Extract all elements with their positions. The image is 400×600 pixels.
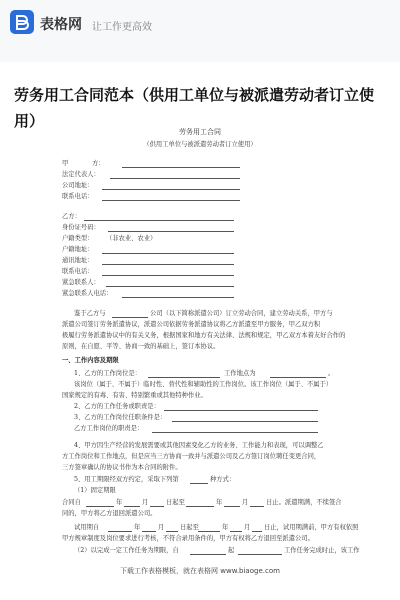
month-label: 月: [244, 524, 251, 531]
clause-1-line-3: 国家规定的有毒、有害、特别繁重或其他特种作业。: [62, 392, 207, 399]
section-1-title: 一、工作内容及期限: [62, 357, 119, 364]
page-title: 劳务用工合同范本（供用工单位与被派遣劳动者订立使用）: [14, 86, 375, 130]
preamble-line-2: 派遣公司签订劳务派遣协议，派遣公司依据劳务派遣协议将乙方派遣至甲方服务，甲乙双方积: [62, 321, 321, 328]
task-name-line[interactable]: [238, 554, 282, 555]
contract-start-day-line[interactable]: [150, 506, 164, 507]
probation-to: 日止，试用期满前，甲方有权依照: [264, 524, 359, 531]
clause-4-line-1: 4、甲方因生产经营的发展需要或其他因素变化乙方的业务、工作能力和表现，可以调整乙: [74, 442, 324, 449]
task-term-end: 工作任务完成时止，该工作: [284, 547, 360, 554]
legal-rep-label: 法定代表人：: [62, 171, 100, 178]
contract-to: 日止。派遣期满，不续签合: [266, 499, 342, 506]
preamble-line-3: 极履行劳务派遣协议中的有关义务，根据国家和地方有关法律、法规和规定，甲乙双方本着友好合作的: [62, 332, 346, 339]
party-a-label-jia: 甲: [62, 160, 69, 167]
probation-end-day-line[interactable]: [252, 531, 262, 532]
year-label: 年: [216, 499, 223, 506]
clause-5-end: 种方式：: [210, 476, 236, 483]
task-line[interactable]: [164, 410, 318, 411]
preamble-line-1: 公司（以下简称派遣公司）订立劳动合同，建立劳动关系，甲方与: [150, 310, 333, 317]
year-label: 年: [222, 524, 229, 531]
mail-address-label: 通讯地址：: [62, 257, 94, 264]
clause-5: 5、用工期限经双方约定，采取下列第: [74, 476, 179, 483]
clause-1-line-2: 该岗位（属于、不属于）临时性、替代性和辅助性的工作岗位。该工作岗位（属于、不属于）: [74, 381, 333, 388]
clause-4-line-3: 三方签章确认的协议书作为本合同的附件。: [62, 464, 182, 471]
site-slogan: 让工作更高效: [92, 22, 152, 33]
fixed-term-label: （1）固定期限: [74, 487, 116, 494]
clause-2: 2、乙方的工作任务或职责是：: [74, 403, 160, 410]
emergency-contact-label: 紧急联系人：: [62, 279, 100, 286]
from-label: 日起至: [180, 524, 199, 531]
clause-1-end: 。: [328, 370, 335, 377]
party-b-phone-line[interactable]: [102, 275, 234, 276]
preamble-start: 鉴于乙方与: [74, 310, 106, 317]
contract-end-month-line[interactable]: [224, 506, 240, 507]
clause-3: 3、乙方的工作岗位任职条件是：: [74, 414, 167, 421]
contract-end-year-line[interactable]: [186, 506, 214, 507]
party-b-label: 乙方：: [62, 213, 81, 220]
party-a-name-line[interactable]: [122, 167, 240, 168]
doc-subheading: （供用工单位与被派遣劳动者订立使用）: [143, 141, 257, 148]
probation-assessment: 甲方规章制度及岗位要求进行考核，不符合录用条件的，甲方有权将乙方退回至派遣公司。: [62, 535, 314, 542]
year-label: 年: [134, 524, 141, 531]
contract-return: 同的，甲方将乙方退回派遣公司。: [62, 510, 157, 517]
contract-start-year-line[interactable]: [86, 506, 114, 507]
contract-from: 合同自: [62, 499, 81, 506]
probation-end-month-line[interactable]: [230, 531, 242, 532]
task-start-line[interactable]: [190, 554, 226, 555]
month-label: 月: [142, 499, 149, 506]
company-address-line[interactable]: [102, 189, 240, 190]
location-line[interactable]: [270, 377, 326, 378]
page-footer: 下载工作表格模板，就在表格网 www.biaoge.com: [120, 567, 280, 575]
party-a-phone-label: 联系电话：: [62, 193, 94, 200]
year-label: 年: [116, 499, 123, 506]
emergency-phone-line[interactable]: [122, 297, 234, 298]
method-line[interactable]: [190, 483, 208, 484]
contract-end-day-line[interactable]: [250, 506, 264, 507]
clause-1-location: 工作地点为: [224, 370, 256, 377]
task-term-start: （2）以完成一定工作任务为期限，自: [74, 547, 179, 554]
qualification-line[interactable]: [172, 421, 318, 422]
party-a-label-fang: 方：: [92, 160, 105, 167]
probation-start-month-line[interactable]: [142, 531, 156, 532]
party-a-phone-line[interactable]: [102, 200, 240, 201]
hukou-type-label: 户籍类型：: [62, 235, 94, 242]
probation-start-day-line[interactable]: [166, 531, 178, 532]
clause-4-line-2: 方工作岗位和工作地点，但是应当三方协商一致并与派遣公司及乙方签订岗位聘任变更合同，: [62, 453, 321, 460]
probation-end-year-line[interactable]: [198, 531, 220, 532]
party-b-name-line[interactable]: [84, 220, 234, 221]
month-label: 月: [158, 524, 165, 531]
contract-start-month-line[interactable]: [124, 506, 140, 507]
doc-heading: 劳务用工合同: [179, 128, 221, 136]
probation-from: 试用期自: [74, 524, 100, 531]
mail-address-line[interactable]: [102, 264, 234, 265]
from-label: 日起至: [166, 499, 185, 506]
preamble-line-4: 原则，在自愿、平等、协商一致的基础上，签订本协议。: [62, 343, 220, 350]
probation-start-year-line[interactable]: [108, 531, 132, 532]
task-start-label: 起: [228, 547, 235, 554]
legal-rep-line[interactable]: [110, 178, 240, 179]
company-address-label: 公司地址：: [62, 182, 94, 189]
emergency-contact-line[interactable]: [106, 286, 234, 287]
hukou-address-label: 户籍地址：: [62, 246, 94, 253]
hukou-type-value: （非农业、农业）: [106, 235, 157, 242]
id-number-line[interactable]: [108, 231, 234, 232]
dispatch-company-line[interactable]: [112, 317, 148, 318]
id-number-label: 身份证号码：: [62, 224, 100, 231]
party-b-phone-label: 联系电话：: [62, 268, 94, 275]
hukou-address-line[interactable]: [102, 253, 234, 254]
clause-1-post: 1、乙方的工作岗位是：: [74, 370, 141, 377]
duty-line[interactable]: [152, 432, 318, 433]
emergency-phone-label: 紧急联系人电话：: [62, 290, 113, 297]
site-name[interactable]: 表格网: [40, 17, 82, 33]
month-label: 月: [242, 499, 249, 506]
clause-3-duty: 乙方工作岗位的职责是：: [74, 425, 144, 432]
post-line[interactable]: [148, 377, 220, 378]
